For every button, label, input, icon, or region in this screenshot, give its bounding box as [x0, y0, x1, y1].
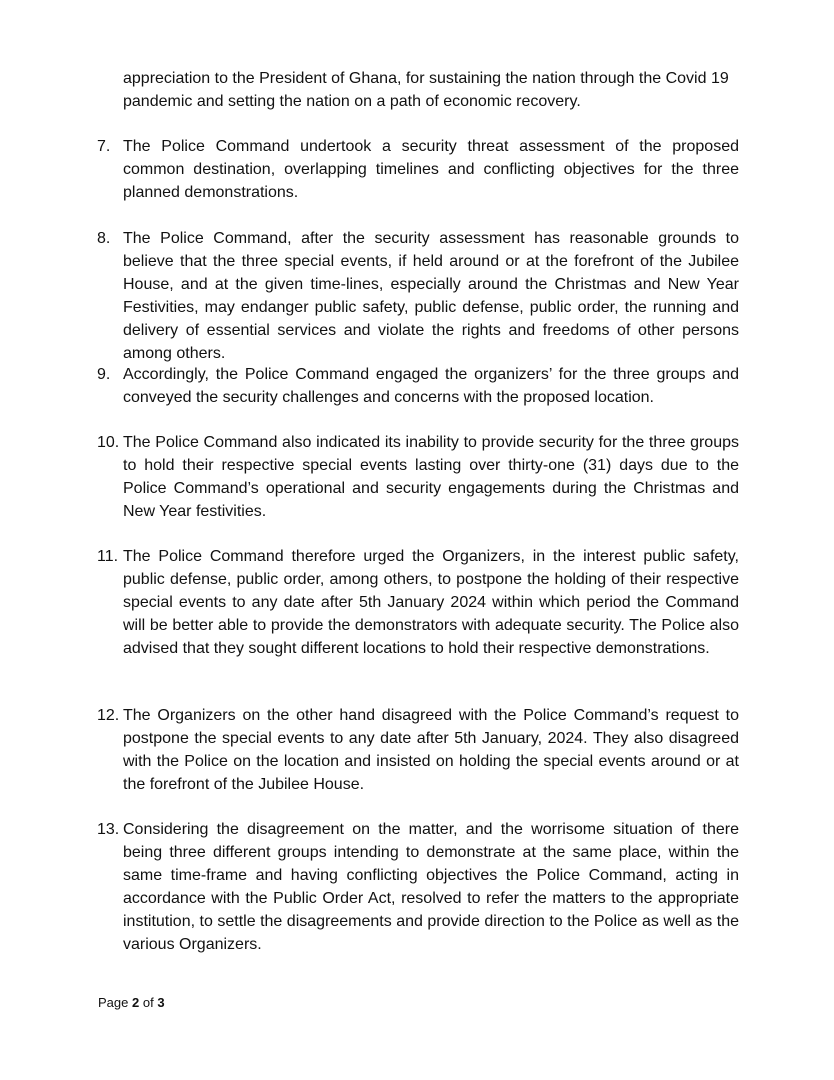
paragraph-text: Accordingly, the Police Command engaged the organizers’ for the three groups and conveyed the security challenges and concerns with the proposed location. [123, 366, 739, 406]
paragraph-text: The Police Command, after the security assessment has reasonable grounds to believe that the three special events, if held around or at the forefront of the Jubilee House, and at the given time-lines, especially around the Christmas and New Year Festivities, may endanger public safety, public defense, public order, the running and delivery of essential services and violate the rights and freedoms of other persons among others. [123, 230, 739, 362]
footer-of-word: of [142, 995, 154, 1010]
paragraph-text: The Police Command therefore urged the Organizers, in the interest public safety, public defense, public order, among others, to postpone the holding of their respective special events to any date after 5th January 2024 within which period the Command will be better able to provide the demonstrators with adequate security. The Police also advised that they sought different locations to hold their respective demonstrations. [123, 548, 739, 657]
paragraph-number: 9. [97, 366, 111, 383]
paragraph-text: Considering the disagreement on the matter, and the worrisome situation of there being three different groups intending to demonstrate at the same place, within the same time-frame and having conflicting objectives the Police Command, acting in accordance with the Public Order Act, resolved to refer the matters to the appropriate institution, to settle the disagreements and provide direction to the Police as well as the various Organizers. [123, 821, 739, 953]
numbered-paragraph-9 [97, 363, 739, 409]
paragraph-number: 13. [97, 821, 120, 838]
paragraph-number: 7. [97, 138, 111, 155]
paragraph-number: 10. [97, 434, 120, 451]
paragraph-number: 11. [97, 548, 119, 565]
paragraph-number: 8. [97, 230, 111, 247]
footer-current-page: 2 [132, 995, 140, 1010]
page-footer [98, 995, 165, 1011]
paragraph-continuation: appreciation to the President of Ghana, for sustaining the nation through the Covid 19 pandemic and setting the nation on a path of economic recovery. [123, 70, 729, 110]
footer-total-pages: 3 [157, 995, 165, 1010]
paragraph-text: The Police Command undertook a security threat assessment of the proposed common destination, overlapping timelines and conflicting objectives for the three planned demonstrations. [123, 138, 739, 201]
paragraph-number: 12. [97, 707, 120, 724]
numbered-paragraph-7 [97, 135, 739, 204]
numbered-paragraph-13 [97, 818, 739, 956]
paragraph-text: The Police Command also indicated its inability to provide security for the three groups to hold their respective special events lasting over thirty-one (31) days due to the Police Command’s operational and security engagements during the Christmas and New Year festivities. [123, 434, 739, 520]
numbered-paragraph-12 [97, 704, 739, 796]
numbered-paragraph-8 [97, 227, 739, 365]
numbered-paragraph-10 [97, 431, 739, 523]
paragraph-text: The Organizers on the other hand disagreed with the Police Command’s request to postpone the special events to any date after 5th January, 2024. They also disagreed with the Police on the location and insisted on holding the special events around or at the forefront of the Jubilee House. [123, 707, 739, 793]
numbered-paragraph-11 [97, 545, 739, 660]
footer-page-word: Page [98, 995, 129, 1010]
